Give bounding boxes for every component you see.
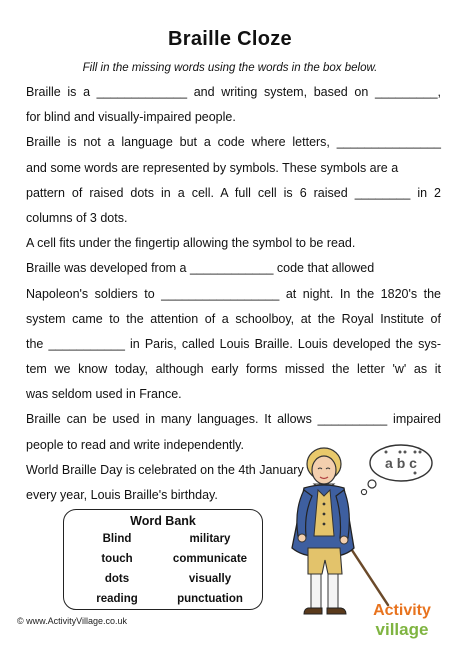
text-line: Braille was developed from a ____________ code that allowed bbox=[26, 261, 375, 276]
word-bank-word: communicate bbox=[172, 553, 248, 565]
text-line: Braille can be used in many languages. It allows __________ impaired bbox=[26, 412, 441, 427]
word-bank-word: dots bbox=[104, 573, 130, 585]
text-line: columns of 3 dots. bbox=[26, 210, 128, 225]
text-line: every year, Louis Braille's birthday. bbox=[26, 488, 218, 502]
text-line: and some words are represented by symbols. These symbols are a bbox=[26, 160, 399, 175]
text-line: was seldom used in France. bbox=[26, 387, 182, 402]
text-line: tem we know today, although early forms missed the letter 'w' as it bbox=[26, 362, 441, 377]
word-bank-word: visually bbox=[188, 573, 232, 585]
text-line: World Braille Day is celebrated on the 4th January bbox=[26, 462, 304, 477]
logo-line1: Activity bbox=[373, 602, 431, 619]
word-bank-title: Word Bank bbox=[130, 514, 196, 528]
text-line: for blind and visually-impaired people. bbox=[26, 110, 236, 125]
word-bank-word: military bbox=[189, 533, 231, 545]
text-line: system came to the attention of a schoolboy, at the Royal Institute of bbox=[26, 311, 441, 326]
text-line: Braille is not a language but a code where letters, _______________ bbox=[26, 135, 441, 150]
text-line: pattern of raised dots in a cell. A full cell is 6 raised ________ in 2 bbox=[26, 185, 441, 200]
word-bank-word: touch bbox=[101, 553, 133, 565]
text-line: Braille is a _____________ and writing system, based on _________, bbox=[26, 85, 441, 99]
footer-copyright: © www.ActivityVillage.co.uk bbox=[17, 616, 128, 626]
page-title: Braille Cloze bbox=[168, 28, 292, 50]
activity-village-logo bbox=[352, 598, 452, 640]
word-bank-word: punctuation bbox=[177, 593, 243, 605]
bubble-text: a b c bbox=[385, 455, 417, 471]
word-bank-word: reading bbox=[96, 593, 138, 605]
text-line: Napoleon's soldiers to _________________ at night. In the 1820's the bbox=[26, 286, 441, 301]
word-bank-word: Blind bbox=[102, 533, 132, 545]
thought-bubble-icon bbox=[361, 445, 432, 495]
instructions: Fill in the missing words using the words in the box below. bbox=[82, 62, 378, 74]
text-line: people to read and write independently. bbox=[26, 437, 244, 452]
text-line: the ___________ in Paris, called Louis Braille. Louis developed the sys- bbox=[26, 336, 441, 351]
word-bank-box bbox=[63, 509, 263, 610]
text-line: A cell fits under the fingertip allowing the symbol to be read. bbox=[26, 236, 356, 251]
logo-line2: village bbox=[375, 620, 429, 639]
